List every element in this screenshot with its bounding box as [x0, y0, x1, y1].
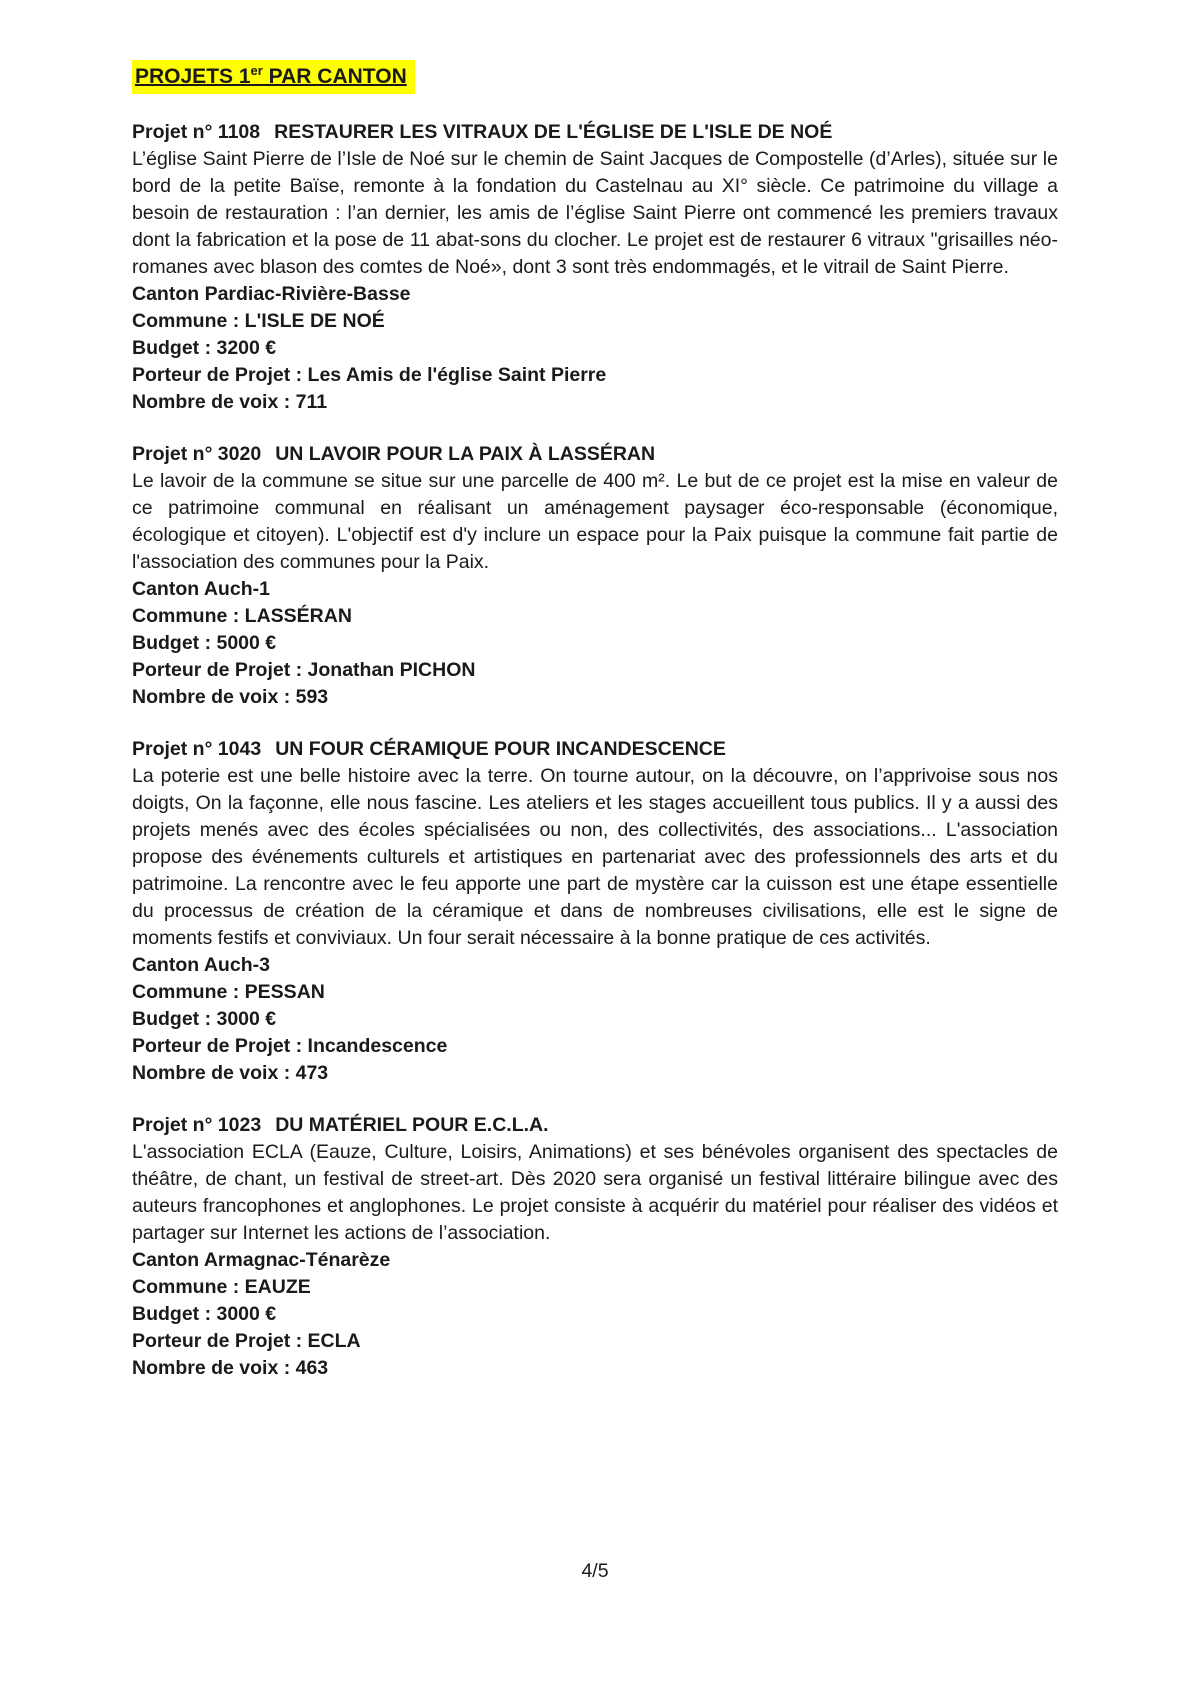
commune-line: Commune : EAUZE — [132, 1276, 311, 1298]
project-title: UN LAVOIR POUR LA PAIX À LASSÉRAN — [275, 443, 656, 465]
project-heading — [132, 1112, 1058, 1139]
canton-line: Canton Armagnac-Ténarèze — [132, 1249, 391, 1271]
budget-line: Budget : 3200 € — [132, 337, 277, 359]
page-title-suffix: PAR CANTON — [262, 65, 407, 88]
page-title-prefix: PROJETS 1 — [135, 65, 251, 88]
porteur-line: Porteur de Projet : Incandescence — [132, 1035, 448, 1057]
porteur-line: Porteur de Projet : ECLA — [132, 1330, 361, 1352]
project-heading — [132, 119, 1058, 146]
budget-line: Budget : 5000 € — [132, 632, 277, 654]
commune-line: Commune : PESSAN — [132, 981, 325, 1003]
project-block-1043 — [132, 736, 1058, 1087]
project-title: RESTAURER LES VITRAUX DE L'ÉGLISE DE L'ISLE DE NOÉ — [274, 121, 833, 143]
porteur-line: Porteur de Projet : Les Amis de l'église Saint Pierre — [132, 364, 607, 386]
project-number: Projet n° 1043 — [132, 738, 262, 760]
page-title — [132, 60, 415, 94]
project-description: L'association ECLA (Eauze, Culture, Loisirs, Animations) et ses bénévoles organisent des spectacles de théâtre, de chant, un festival de street-art. Dès 2020 sera organisé un festival littéraire bilingue avec des auteurs francophones et anglophones. Le projet consiste à acquérir du matériel pour réaliser des vidéos et partager sur Internet les actions de l’association. — [132, 1141, 1058, 1244]
commune-line: Commune : LASSÉRAN — [132, 605, 352, 627]
project-title: DU MATÉRIEL POUR E.C.L.A. — [275, 1114, 549, 1136]
canton-line: Canton Auch-3 — [132, 954, 270, 976]
canton-line: Canton Pardiac-Rivière-Basse — [132, 283, 411, 305]
page-title-superscript: er — [250, 63, 263, 78]
project-number: Projet n° 1108 — [132, 121, 261, 143]
project-description: La poterie est une belle histoire avec la terre. On tourne autour, on la découvre, on l’apprivoise sous nos doigts, On la façonne, elle nous fascine. Les ateliers et les stages accueillent tous publics. Il y a aussi des projets menés avec des écoles spécialisées ou non, des collectivités, des associations... L'association propose des événements culturels et artistiques en partenariat avec des professionnels des arts et du patrimoine. La rencontre avec le feu apporte une part de mystère car la cuisson est une étape essentielle du processus de création de la céramique et dans de nombreuses civilisations, elle est le signe de moments festifs et conviviaux. Un four serait nécessaire à la bonne pratique de ces activités. — [132, 765, 1058, 949]
project-block-3020 — [132, 441, 1058, 711]
page-number: 4/5 — [581, 1560, 609, 1582]
project-number: Projet n° 3020 — [132, 443, 262, 465]
canton-line: Canton Auch-1 — [132, 578, 270, 600]
commune-line: Commune : L'ISLE DE NOÉ — [132, 310, 385, 332]
budget-line: Budget : 3000 € — [132, 1303, 277, 1325]
project-heading — [132, 441, 1058, 468]
project-number: Projet n° 1023 — [132, 1114, 262, 1136]
project-block-1108 — [132, 119, 1058, 416]
voix-line: Nombre de voix : 473 — [132, 1062, 329, 1084]
project-description: L’église Saint Pierre de l’Isle de Noé sur le chemin de Saint Jacques de Compostelle (d’Arles), située sur le bord de la petite Baïse, remonte à la fondation du Castelnau au XI° siècle. Ce patrimoine du village a besoin de restauration : l’an dernier, les amis de l’église Saint Pierre ont commencé les premiers travaux dont la fabrication et la pose de 11 abat-sons du clocher. Le projet est de restaurer 6 vitraux "grisailles néo-romanes avec blason des comtes de Noé», dont 3 sont très endommagés, et le vitrail de Saint Pierre. — [132, 148, 1058, 278]
budget-line: Budget : 3000 € — [132, 1008, 277, 1030]
voix-line: Nombre de voix : 593 — [132, 686, 329, 708]
porteur-line: Porteur de Projet : Jonathan PICHON — [132, 659, 476, 681]
project-description: Le lavoir de la commune se situe sur une parcelle de 400 m². Le but de ce projet est la mise en valeur de ce patrimoine communal en réalisant un aménagement paysager éco-responsable (économique, écologique et citoyen). L'objectif est d'y inclure un espace pour la Paix puisque la commune fait partie de l'association des communes pour la Paix. — [132, 470, 1058, 573]
page-title-text — [135, 65, 407, 88]
voix-line: Nombre de voix : 463 — [132, 1357, 329, 1379]
project-block-1023 — [132, 1112, 1058, 1382]
project-heading — [132, 736, 1058, 763]
project-title: UN FOUR CÉRAMIQUE POUR INCANDESCENCE — [275, 738, 726, 760]
voix-line: Nombre de voix : 711 — [132, 391, 328, 413]
